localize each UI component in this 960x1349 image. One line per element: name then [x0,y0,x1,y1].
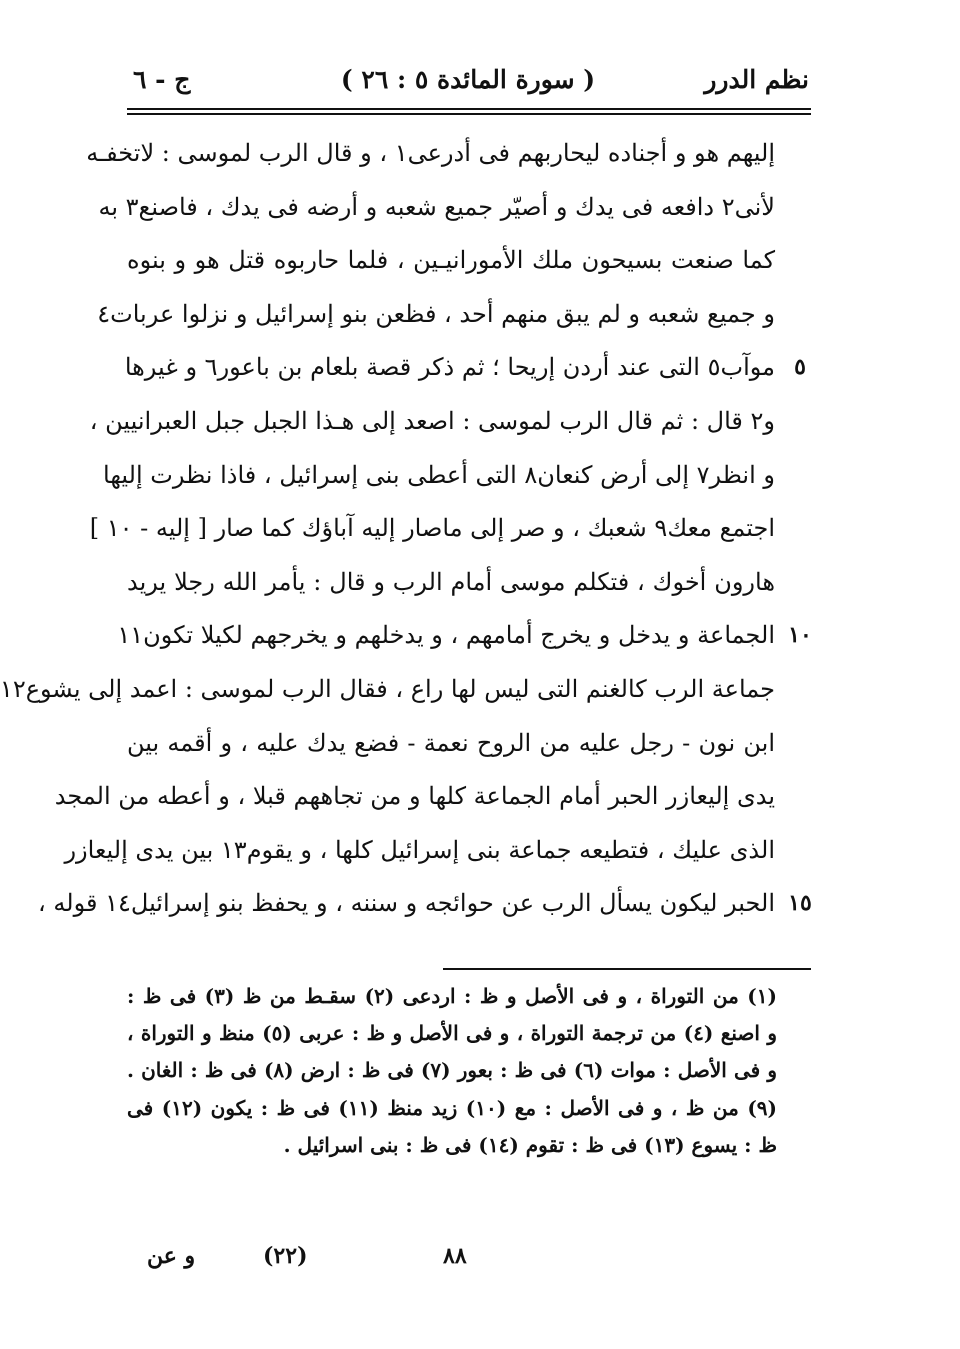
line-content: و انظر٧ إلى أرض كنعان٨ التى أعطى بنى إسرائيل ، فاذا نظرت إليها [103,460,775,489]
line-content: لأنى٢ دافعه فى يدك و أصيّر جميع شعبه و أرضه فى يدك ، فاصنع٣ به [98,192,775,221]
line-content: الذى عليك ، فتطيعه جماعة بنى إسرائيل كلها ، و يقوم١٣ بين يدى إليعازر [64,835,775,864]
line-content: اجتمع معك٩ شعبك ، و صر إلى ماصار إليه آباؤك كما صار [ إليه - ١٠ ] [89,514,775,543]
text-line [127,556,775,610]
text-line [98,181,775,235]
footnote-line: و فى الأصل : موات (٦) فى ظ : بعور (٧) فى ظ : ارض (٨) فى ظ : الغان . [127,1058,778,1083]
text-line [0,663,775,717]
surah-reference: ( سورة المائدة ٥ : ٢٦ ) [340,65,596,94]
book-title: نظم الدرر [704,65,809,94]
text-line [89,395,775,449]
line-content: و٢ قال : ثم قال الرب لموسى : اصعد إلى هـذا الجبل جبل العبرانيين ، [89,406,775,435]
text-line [64,824,775,878]
text-line [124,341,806,395]
line-content: موآب٥ التى عند أردن إريحا ؛ ثم ذكر قصة بلعام بن باعور٦ و غيرها [124,353,775,382]
line-number: ٥ [794,354,806,381]
footnote-line: و اصنع (٤) من ترجمة التوراة ، و فى الأصل و ظ : عربى (٥) منظ و التوراة ، [127,1021,778,1046]
footnote-line: (٩) من ظ ، و فى الأصل : مع (١٠) زيد منظ (١١) فى ظ : يكون (١٢) فى [127,1095,778,1120]
page-footer [127,1236,811,1276]
line-content: هارون أخوك ، فتكلم موسى أمام الرب و قال : يأمر الله رجلا يريد [127,567,775,596]
line-content: و جميع شعبه و لم يبق منهم أحد ، فظعن بنو إسرائيل و نزلوا عربات٤ [97,299,775,328]
text-line [97,288,775,342]
line-content: يدى إليعازر الحبر أمام الجماعة كلها و من تجاههم قبلا ، و أعطه من المجد [54,782,775,811]
text-line [127,717,775,771]
text-line [89,502,775,556]
text-line [38,877,812,931]
line-number: ١٠ [788,622,812,649]
running-header [127,58,809,102]
footnote-line: ظ : يسوع (١٣) فى ظ : تقوم (١٤) فى ظ : بنى اسرائيل . [283,1132,777,1157]
line-content: ابن نون - رجل عليه من الروح نعمة - فضع يدك عليه ، و أقمه بين [127,728,775,757]
page-number: ٨٨ [443,1243,467,1269]
text-line [103,449,775,503]
text-line [86,127,775,181]
catchword: و عن [147,1243,196,1269]
main-text [0,127,812,931]
header-double-rule [127,108,811,115]
footnotes [127,978,777,1164]
text-line [54,770,775,824]
line-number: ١٥ [788,890,812,917]
footnote-separator [443,968,811,970]
line-content: جماعة الرب كالغنم التى ليس لها راع ، فقال الرب لموسى : اعمد إلى يشوع١٢ [0,674,775,703]
text-line [127,234,775,288]
line-content: كما صنعت بسيحون ملك الأمورانيـين ، فلما حاربوه قتل هو و بنوه [127,246,775,275]
line-content: الحبر ليكون يسأل الرب عن حوائجه و سننه ، و يحفظ بنو إسرائيل١٤ قوله ، [38,889,775,918]
volume-number: ج - ٦ [133,65,191,94]
signature-mark: (٢٢) [263,1243,308,1269]
line-content: الجماعة و يدخل و يخرج أمامهم ، و يدخلهم و يخرجهم لكيلا تكون١١ [117,621,775,650]
text-line [117,609,812,663]
footnote-line: (١) من التوراة ، و فى الأصل و ظ : اردعى (٢) سقـط من ظ (٣) فى ظ : [127,984,777,1008]
line-content: إليهم هو و أجناده ليحاربهم فى أدرعى١ ، و قال الرب لموسى : لاتخفـه [86,139,775,167]
